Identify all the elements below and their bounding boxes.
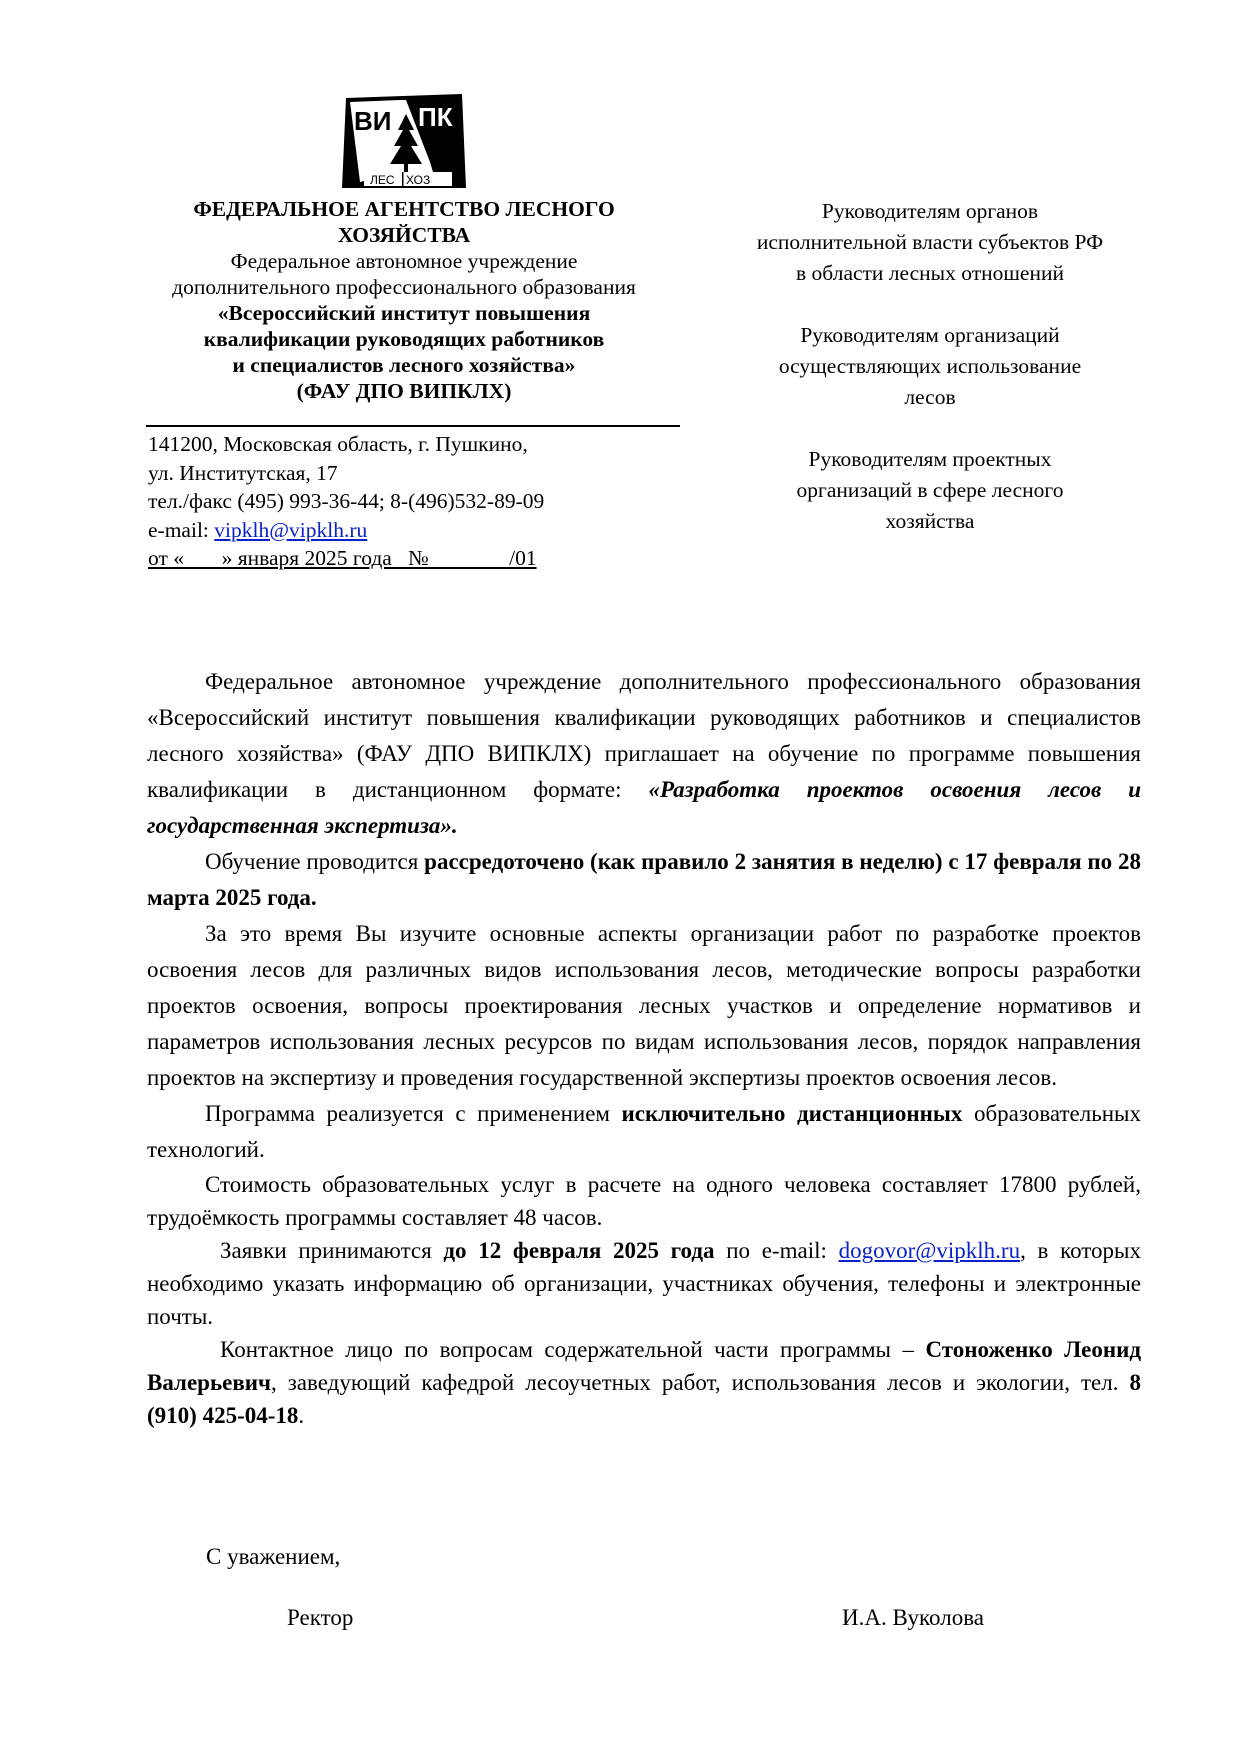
org-email-link[interactable]: vipklh@vipklh.ru bbox=[214, 517, 368, 542]
paragraph-text: , заведующий кафедрой лесоучетных работ, использования лесов и экологии, тел. bbox=[270, 1370, 1130, 1395]
phone-fax: тел./факс (495) 993-36-44; 8-(496)532-89-09 bbox=[148, 489, 545, 513]
signer-name: И.А. Вуколова bbox=[842, 1605, 984, 1630]
paragraph-applications bbox=[147, 1234, 1141, 1333]
agency-name-line1: ФЕДЕРАЛЬНОЕ АГЕНТСТВО ЛЕСНОГО bbox=[193, 197, 615, 221]
logo-text-left: ВИ bbox=[354, 106, 392, 136]
paragraph-text: Заявки принимаются bbox=[220, 1238, 444, 1263]
letterhead-divider bbox=[146, 425, 680, 427]
recipient-group bbox=[700, 444, 1160, 537]
address-line2: ул. Институтская, 17 bbox=[148, 460, 338, 485]
paragraph-text: Обучение проводится bbox=[205, 849, 425, 874]
paragraph-text: , в которых необходимо указать информацию об организации, участниках обучения, телефоны и электронные почты. bbox=[147, 1238, 1141, 1329]
org-abbreviation: (ФАУ ДПО ВИПКЛХ) bbox=[296, 379, 512, 403]
recipient-line: осуществляющих использование bbox=[778, 354, 1082, 378]
recipient-line: исполнительной власти субъектов РФ bbox=[756, 230, 1104, 254]
program-title: «Разработка проектов освоения лесов и государственная экспертиза». bbox=[147, 777, 1141, 838]
registration-line: от « » января 2025 года № /01 bbox=[148, 546, 537, 570]
paragraph-text: Федеральное автономное учреждение дополнительного профессионального образования «Всероссийский институт повышения квалификации руководящих работников и специалистов лесного хозяйства» (ФАУ ДПО ВИПКЛХ) приглашает на обучение по программе повышения квалификации в дистанционном формате: bbox=[147, 669, 1141, 802]
closing-salutation: С уважением, bbox=[206, 1544, 341, 1569]
org-type-line2: дополнительного профессионального образования bbox=[172, 275, 636, 299]
agency-name-line2: ХОЗЯЙСТВА bbox=[337, 223, 471, 247]
organization-logo bbox=[340, 92, 468, 190]
logo-text-bottom-left: ЛЕС bbox=[370, 173, 395, 187]
paragraph-schedule bbox=[147, 844, 1141, 916]
recipient-line: Руководителям организаций bbox=[800, 323, 1060, 347]
paragraph-text: . bbox=[298, 1403, 305, 1428]
paragraph-topics: За это время Вы изучите основные аспекты организации работ по разработке проектов освоения лесов для различных видов использования лесов, методические вопросы разработки проектов освоения, вопросы проектирования лесных участков и определение нормативов и параметров использования лесных ресурсов по видам использования лесов, порядок направления проектов на экспертизу и проведения государственной экспертизы проектов освоения лесов. bbox=[147, 921, 1141, 1090]
recipient-group bbox=[700, 320, 1160, 413]
org-name-line2: квалификации руководящих работников bbox=[203, 327, 605, 351]
email-row bbox=[148, 516, 688, 545]
letterhead-organization bbox=[126, 196, 682, 404]
paragraph-contact bbox=[147, 1333, 1141, 1432]
recipient-line: в области лесных отношений bbox=[796, 261, 1064, 285]
email-label: e-mail: bbox=[148, 517, 215, 542]
paragraph-text: образовательных технологий. bbox=[147, 1101, 1141, 1162]
logo-text-bottom-right: ХОЗ bbox=[406, 173, 431, 187]
contract-email-link[interactable]: dogovor@vipklh.ru bbox=[838, 1238, 1021, 1263]
recipient-line: хозяйства bbox=[885, 509, 975, 533]
paragraph-text: Контактное лицо по вопросам содержательной части программы – bbox=[220, 1337, 926, 1362]
address-block bbox=[148, 430, 688, 573]
deadline: до 12 февраля 2025 года bbox=[443, 1238, 715, 1263]
vipk-leshoz-logo-icon bbox=[340, 92, 468, 190]
recipient-line: организаций в сфере лесного bbox=[796, 478, 1064, 502]
paragraph-cost: Стоимость образовательных услуг в расчете на одного человека составляет 17800 рублей, трудоёмкость программы составляет 48 часов. bbox=[147, 1172, 1141, 1230]
org-name-line3: и специалистов лесного хозяйства» bbox=[232, 353, 576, 377]
format-emphasis: исключительно дистанционных bbox=[621, 1101, 963, 1126]
contact-phone: 8 (910) 425-04-18 bbox=[147, 1370, 1141, 1428]
paragraph-format bbox=[147, 1096, 1141, 1168]
org-type-line1: Федеральное автономное учреждение bbox=[230, 249, 578, 273]
logo-text-right: ПК bbox=[418, 102, 453, 132]
recipient-line: Руководителям проектных bbox=[808, 447, 1052, 471]
recipient-line: лесов bbox=[904, 385, 956, 409]
recipients-block bbox=[700, 196, 1160, 568]
letter-body bbox=[147, 664, 1141, 1432]
recipient-group bbox=[700, 196, 1160, 289]
schedule-dates: рассредоточено (как правило 2 занятия в неделю) с 17 февраля по 28 марта 2025 года. bbox=[147, 849, 1141, 910]
recipient-line: Руководителям органов bbox=[821, 199, 1039, 223]
paragraph-text: по e-mail: bbox=[714, 1238, 839, 1263]
paragraph-invitation bbox=[147, 664, 1141, 844]
contact-name: Стоноженко Леонид Валерьевич bbox=[147, 1337, 1141, 1395]
address-line1: 141200, Московская область, г. Пушкино, bbox=[148, 432, 528, 456]
paragraph-text: Программа реализуется с применением bbox=[205, 1101, 622, 1126]
org-name-line1: «Всероссийский институт повышения bbox=[217, 301, 591, 325]
signer-position: Ректор bbox=[287, 1605, 354, 1630]
